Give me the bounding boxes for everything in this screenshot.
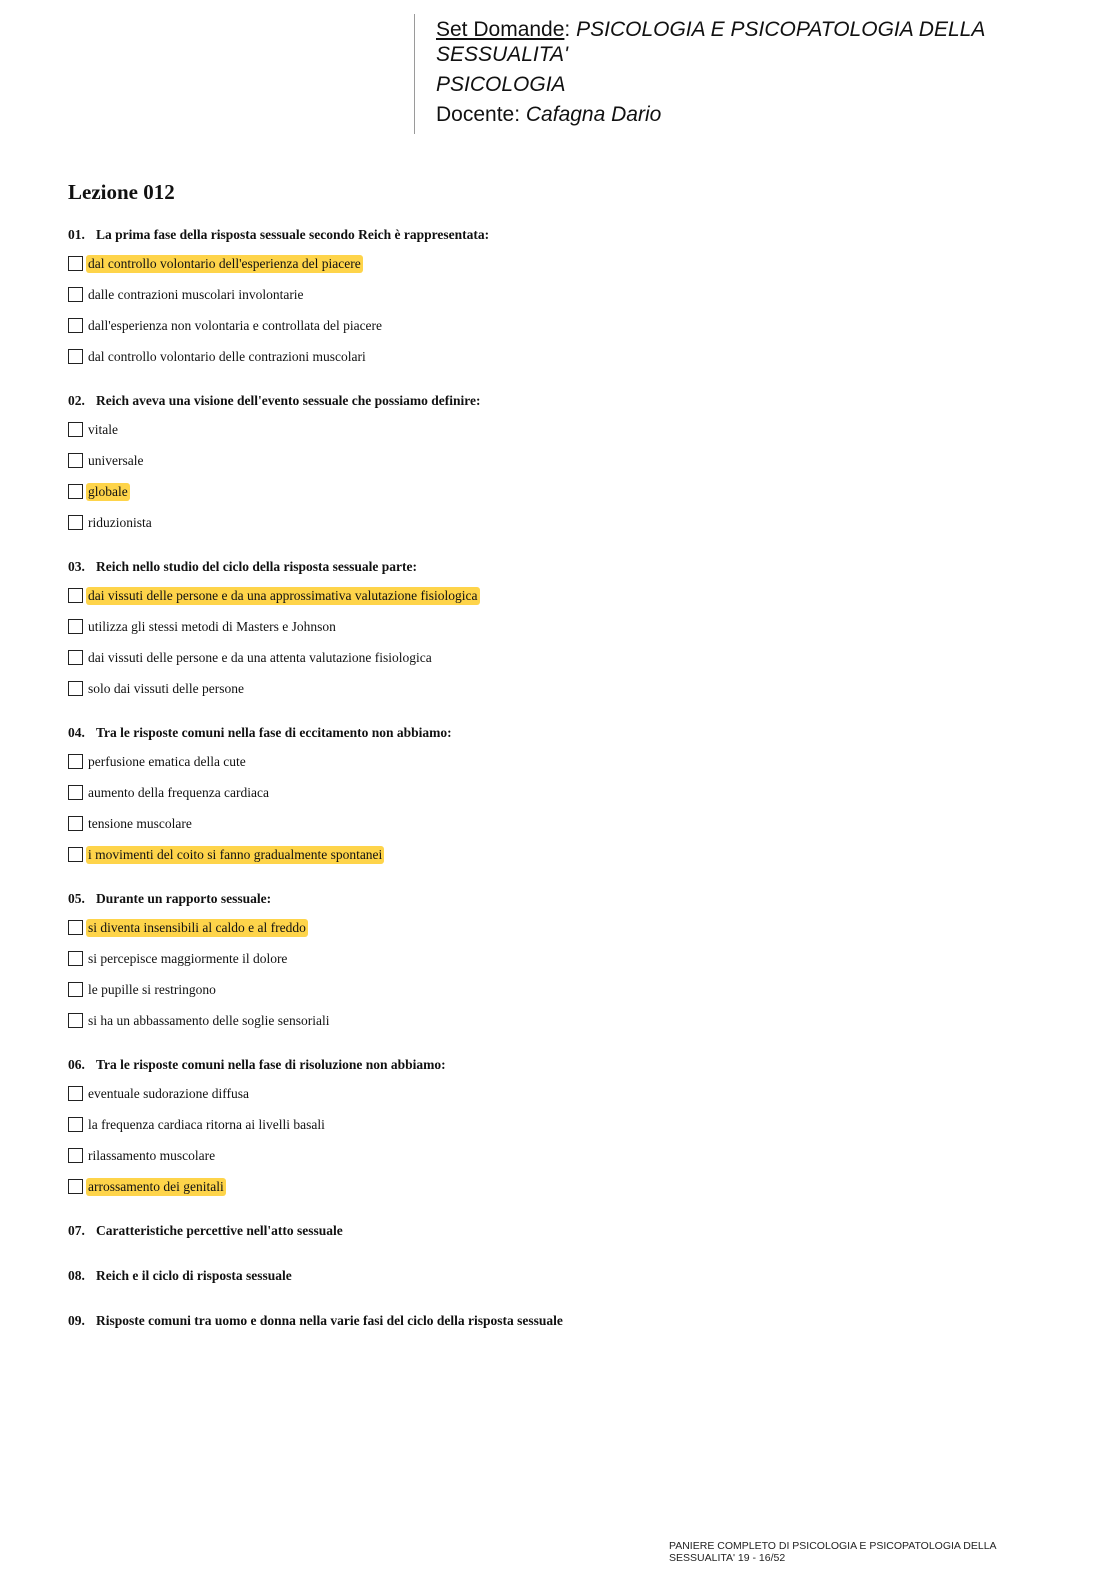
answer-checkbox[interactable] bbox=[68, 422, 83, 437]
answer-checkbox[interactable] bbox=[68, 256, 83, 271]
question-title bbox=[68, 886, 1068, 912]
course-title-line2: SESSUALITA' bbox=[436, 43, 568, 66]
answer-option[interactable] bbox=[68, 1171, 1068, 1202]
open-question bbox=[68, 1218, 1068, 1244]
question-title bbox=[68, 554, 1068, 580]
question-number: 03. bbox=[68, 559, 85, 574]
answer-checkbox[interactable] bbox=[68, 318, 83, 333]
document-header bbox=[436, 17, 1076, 132]
answer-checkbox[interactable] bbox=[68, 982, 83, 997]
answer-option[interactable] bbox=[68, 1140, 1068, 1171]
footer-line1: PANIERE COMPLETO DI PSICOLOGIA E PSICOPATOLOGIA DELLA bbox=[669, 1540, 997, 1552]
answer-option[interactable] bbox=[68, 943, 1068, 974]
question-title bbox=[68, 222, 1068, 248]
answer-option[interactable] bbox=[68, 777, 1068, 808]
questions-list bbox=[68, 222, 1068, 1353]
answer-checkbox[interactable] bbox=[68, 1086, 83, 1101]
question-number: 04. bbox=[68, 725, 85, 740]
subject: PSICOLOGIA bbox=[436, 73, 566, 96]
answer-text-highlighted: dal controllo volontario dell'esperienza del piacere bbox=[88, 255, 361, 271]
answer-checkbox[interactable] bbox=[68, 619, 83, 634]
question-block bbox=[68, 554, 1068, 704]
course-title-line1: PSICOLOGIA E PSICOPATOLOGIA DELLA bbox=[576, 18, 986, 41]
answer-option[interactable] bbox=[68, 1005, 1068, 1036]
answer-text: riduzionista bbox=[88, 514, 152, 530]
answer-checkbox[interactable] bbox=[68, 920, 83, 935]
set-label: Set Domande bbox=[436, 18, 565, 41]
teacher-name: Cafagna Dario bbox=[525, 103, 662, 126]
footer-line2: SESSUALITA' 19 - 16/52 bbox=[669, 1552, 786, 1564]
answer-checkbox[interactable] bbox=[68, 349, 83, 364]
answer-text: tensione muscolare bbox=[88, 815, 192, 831]
answer-option[interactable] bbox=[68, 642, 1068, 673]
answer-text-highlighted: arrossamento dei genitali bbox=[88, 1178, 224, 1194]
question-title bbox=[68, 1052, 1068, 1078]
answer-checkbox[interactable] bbox=[68, 847, 83, 862]
answer-option[interactable] bbox=[68, 310, 1068, 341]
set-title bbox=[436, 17, 1076, 67]
answer-option[interactable] bbox=[68, 839, 1068, 870]
answer-checkbox[interactable] bbox=[68, 951, 83, 966]
answer-option[interactable] bbox=[68, 279, 1068, 310]
question-text: Caratteristiche percettive nell'atto sessuale bbox=[96, 1223, 343, 1238]
question-number: 02. bbox=[68, 393, 85, 408]
question-block bbox=[68, 1052, 1068, 1202]
answer-option[interactable] bbox=[68, 912, 1068, 943]
answer-option[interactable] bbox=[68, 611, 1068, 642]
question-number: 06. bbox=[68, 1057, 85, 1072]
answer-text-highlighted: i movimenti del coito si fanno gradualmente spontanei bbox=[88, 846, 383, 862]
answer-checkbox[interactable] bbox=[68, 754, 83, 769]
answer-checkbox[interactable] bbox=[68, 453, 83, 468]
open-question bbox=[68, 1308, 1068, 1334]
question-title bbox=[68, 388, 1068, 414]
answer-checkbox[interactable] bbox=[68, 287, 83, 302]
answer-option[interactable] bbox=[68, 248, 1068, 279]
answer-checkbox[interactable] bbox=[68, 1179, 83, 1194]
page-footer bbox=[669, 1540, 1069, 1564]
answer-option[interactable] bbox=[68, 476, 1068, 507]
answer-text: dalle contrazioni muscolari involontarie bbox=[88, 286, 304, 302]
question-text: Reich aveva una visione dell'evento sessuale che possiamo definire: bbox=[96, 393, 481, 408]
question-text: Tra le risposte comuni nella fase di eccitamento non abbiamo: bbox=[96, 725, 452, 740]
answer-text: dall'esperienza non volontaria e controllata del piacere bbox=[88, 317, 383, 333]
question-block bbox=[68, 222, 1068, 372]
answer-text: si percepisce maggiormente il dolore bbox=[88, 950, 288, 966]
lesson-title: Lezione 012 bbox=[68, 180, 175, 204]
answer-checkbox[interactable] bbox=[68, 785, 83, 800]
answer-checkbox[interactable] bbox=[68, 681, 83, 696]
question-text: Risposte comuni tra uomo e donna nella varie fasi del ciclo della risposta sessuale bbox=[96, 1313, 563, 1328]
question-text: Reich nello studio del ciclo della risposta sessuale parte: bbox=[96, 559, 417, 574]
answer-option[interactable] bbox=[68, 673, 1068, 704]
answer-text: dai vissuti delle persone e da una attenta valutazione fisiologica bbox=[88, 649, 432, 665]
answer-checkbox[interactable] bbox=[68, 1013, 83, 1028]
question-block bbox=[68, 388, 1068, 538]
teacher bbox=[436, 102, 1076, 127]
answer-checkbox[interactable] bbox=[68, 1117, 83, 1132]
set-separator: : bbox=[564, 18, 577, 41]
answer-text-highlighted: globale bbox=[88, 483, 128, 499]
answer-checkbox[interactable] bbox=[68, 515, 83, 530]
question-text: La prima fase della risposta sessuale secondo Reich è rappresentata: bbox=[96, 227, 490, 242]
answer-option[interactable] bbox=[68, 445, 1068, 476]
answer-text: eventuale sudorazione diffusa bbox=[88, 1085, 249, 1101]
question-number: 01. bbox=[68, 227, 85, 242]
answer-option[interactable] bbox=[68, 746, 1068, 777]
answer-text: utilizza gli stessi metodi di Masters e Johnson bbox=[88, 618, 336, 634]
answer-option[interactable] bbox=[68, 1109, 1068, 1140]
answer-checkbox[interactable] bbox=[68, 484, 83, 499]
answer-text-highlighted: si diventa insensibili al caldo e al freddo bbox=[88, 919, 306, 935]
teacher-label: Docente: bbox=[436, 103, 526, 126]
question-number: 05. bbox=[68, 891, 85, 906]
answer-option[interactable] bbox=[68, 808, 1068, 839]
header-divider bbox=[414, 14, 415, 134]
answer-option[interactable] bbox=[68, 580, 1068, 611]
answer-checkbox[interactable] bbox=[68, 588, 83, 603]
answer-text: la frequenza cardiaca ritorna ai livelli basali bbox=[88, 1116, 325, 1132]
answer-option[interactable] bbox=[68, 341, 1068, 372]
question-text: Durante un rapporto sessuale: bbox=[96, 891, 272, 906]
answer-option[interactable] bbox=[68, 1078, 1068, 1109]
question-title bbox=[68, 720, 1068, 746]
answer-option[interactable] bbox=[68, 414, 1068, 445]
answer-checkbox[interactable] bbox=[68, 1148, 83, 1163]
question-number: 09. bbox=[68, 1313, 85, 1328]
answer-option[interactable] bbox=[68, 507, 1068, 538]
answer-text-highlighted: dai vissuti delle persone e da una approssimativa valutazione fisiologica bbox=[88, 587, 478, 603]
answer-text: vitale bbox=[88, 421, 118, 437]
question-number: 08. bbox=[68, 1268, 85, 1283]
answer-text: le pupille si restringono bbox=[88, 981, 216, 997]
answer-text: perfusione ematica della cute bbox=[88, 753, 246, 769]
question-text: Reich e il ciclo di risposta sessuale bbox=[96, 1268, 292, 1283]
answer-text: rilassamento muscolare bbox=[88, 1147, 216, 1163]
answer-checkbox[interactable] bbox=[68, 816, 83, 831]
answer-option[interactable] bbox=[68, 974, 1068, 1005]
answer-text: si ha un abbassamento delle soglie sensoriali bbox=[88, 1012, 330, 1028]
answer-text: solo dai vissuti delle persone bbox=[88, 680, 244, 696]
answer-checkbox[interactable] bbox=[68, 650, 83, 665]
open-question bbox=[68, 1263, 1068, 1289]
question-block bbox=[68, 886, 1068, 1036]
question-number: 07. bbox=[68, 1223, 85, 1238]
question-text: Tra le risposte comuni nella fase di risoluzione non abbiamo: bbox=[96, 1057, 446, 1072]
answer-text: dal controllo volontario delle contrazioni muscolari bbox=[88, 348, 366, 364]
question-block bbox=[68, 720, 1068, 870]
answer-text: universale bbox=[88, 452, 144, 468]
answer-text: aumento della frequenza cardiaca bbox=[88, 784, 270, 800]
